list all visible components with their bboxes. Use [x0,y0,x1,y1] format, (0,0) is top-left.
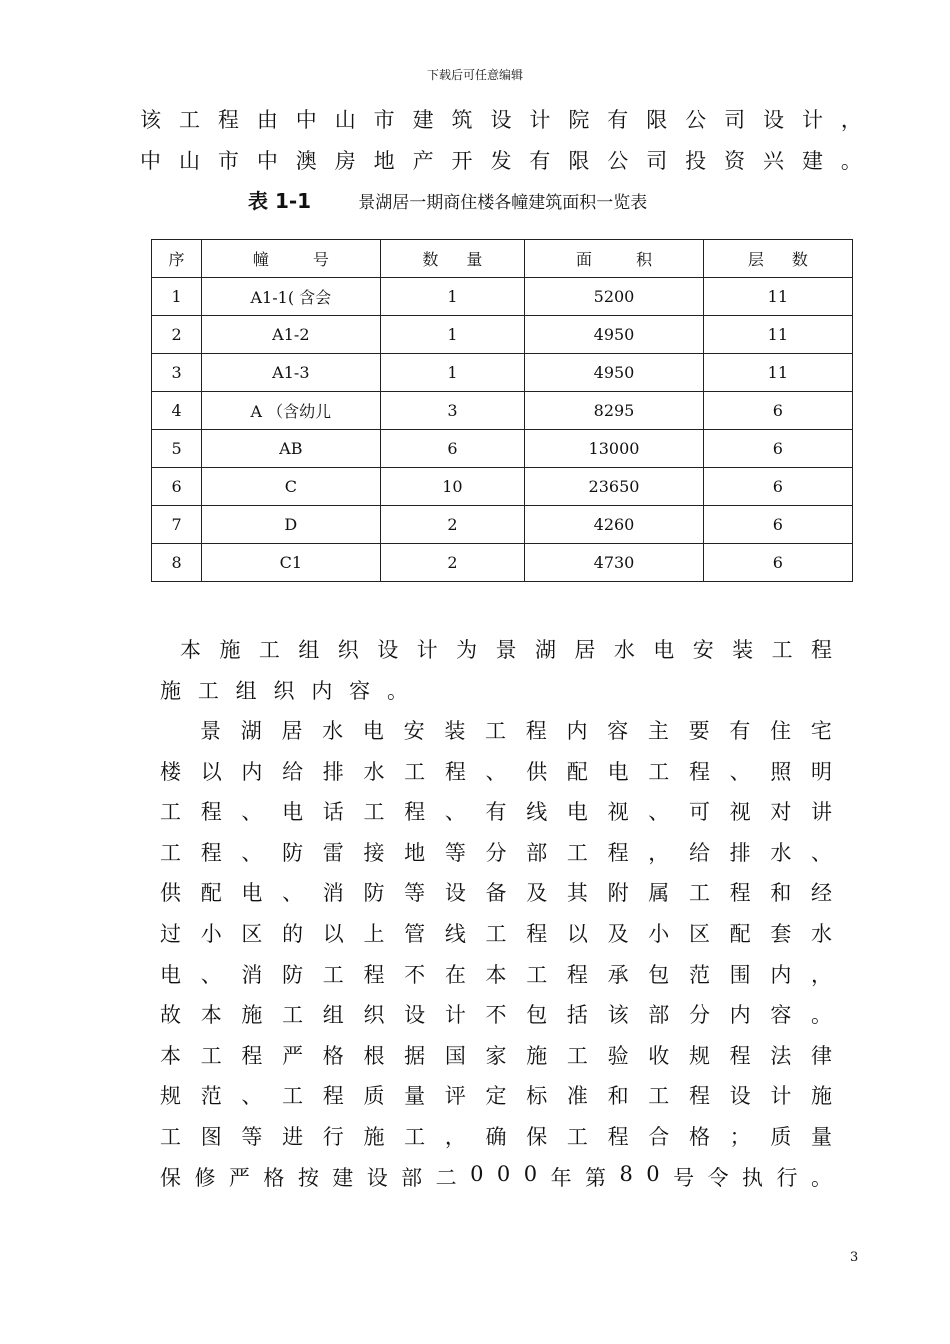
paragraph2-line: 规 范 、 工 程 质 量 评 定 标 准 和 工 程 设 计 施 [160,1084,832,1109]
header-quantity: 数量 [380,240,525,278]
table-row [152,544,853,582]
table-cell: A1-2 [202,316,380,354]
table-cell: 5200 [525,278,703,316]
table-row [152,506,853,544]
table-number: 表 1-1 [248,189,312,213]
table-header-row [152,240,853,278]
paragraph2-line: 供 配 电 、 消 防 等 设 备 及 其 附 属 工 程 和 经 [160,881,832,906]
table-cell: 11 [703,354,852,392]
table-cell: C [202,468,380,506]
table-row [152,316,853,354]
intro-line-2: 中 山 市 中 澳 房 地 产 开 发 有 限 公 司 投 资 兴 建 。 [140,149,862,173]
table-cell: 10 [380,468,525,506]
table-cell: AB [202,430,380,468]
table-title: 景湖居一期商住楼各幢建筑面积一览表 [358,193,648,213]
table-cell: 6 [380,430,525,468]
header-floors: 层数 [703,240,852,278]
table-cell: 4950 [525,354,703,392]
paragraph2-line: 工 程 、 电 话 工 程 、 有 线 电 视 、 可 视 对 讲 [160,800,832,825]
table-cell: A1-3 [202,354,380,392]
table-body [152,278,853,582]
table-cell: 8295 [525,392,703,430]
paragraph2-line: 保 修 严 格 按 建 设 部 二 0 0 0 年 第 8 0 号 令 执 行 。 [160,1161,832,1190]
paragraph2-line: 故 本 施 工 组 织 设 计 不 包 括 该 部 分 内 容 。 [160,1003,832,1028]
table-cell: 3 [380,392,525,430]
header-area: 面积 [525,240,703,278]
table-cell: 4 [152,392,202,430]
table-cell: 1 [152,278,202,316]
table-cell: 11 [703,316,852,354]
table-cell: A （含幼儿 [202,392,380,430]
building-area-table [151,239,853,582]
table-caption [248,185,647,214]
table-row [152,468,853,506]
table-cell: 8 [152,544,202,582]
table-cell: 6 [703,392,852,430]
table-cell: 4950 [525,316,703,354]
table-cell: A1-1( 含会 [202,278,380,316]
header-building: 幢号 [202,240,380,278]
paragraph2-line: 景 湖 居 水 电 安 装 工 程 内 容 主 要 有 住 宅 [200,719,832,743]
table-cell: 13000 [525,430,703,468]
table-cell: 3 [152,354,202,392]
table-cell: 2 [380,506,525,544]
paragraph2-line: 工 程 、 防 雷 接 地 等 分 部 工 程 ， 给 排 水 、 [160,840,832,865]
table-cell: 7 [152,506,202,544]
table-cell: 2 [380,544,525,582]
table-cell: 2 [152,316,202,354]
table-cell: 6 [703,468,852,506]
paragraph2-line: 本 工 程 严 格 根 据 国 家 施 工 验 收 规 程 法 律 [160,1043,832,1068]
table-cell: 6 [703,430,852,468]
table-cell: 1 [380,278,525,316]
paragraph2-line: 工 图 等 进 行 施 工 ， 确 保 工 程 合 格 ； 质 量 [160,1125,832,1149]
table-cell: 6 [152,468,202,506]
page-header: 下载后可任意编辑 [426,68,523,82]
header-seq: 序 [152,240,202,278]
table-cell: 6 [703,506,852,544]
table-row [152,392,853,430]
table-row [152,430,853,468]
table-cell: 1 [380,316,525,354]
paragraph1-line: 施 工 组 织 内 容 。 [160,679,408,703]
table-cell: 4260 [525,506,703,544]
page-number: 3 [850,1250,859,1265]
table-row [152,354,853,392]
table-row [152,278,853,316]
paragraph2-line: 过 小 区 的 以 上 管 线 工 程 以 及 小 区 配 套 水 [160,922,832,946]
table-cell: 1 [380,354,525,392]
table-cell: 6 [703,544,852,582]
table-cell: C1 [202,544,380,582]
intro-line-1: 该 工 程 由 中 山 市 建 筑 设 计 院 有 限 公 司 设 计 ， [140,108,862,132]
paragraph1-line: 本 施 工 组 织 设 计 为 景 湖 居 水 电 安 装 工 程 [180,638,832,662]
paragraph2-line: 电 、 消 防 工 程 不 在 本 工 程 承 包 范 围 内 ， [160,962,832,987]
table-cell: 5 [152,430,202,468]
table-cell: 23650 [525,468,703,506]
table-cell: D [202,506,380,544]
paragraph2-line: 楼 以 内 给 排 水 工 程 、 供 配 电 工 程 、 照 明 [160,759,832,784]
table-cell: 11 [703,278,852,316]
table-cell: 4730 [525,544,703,582]
